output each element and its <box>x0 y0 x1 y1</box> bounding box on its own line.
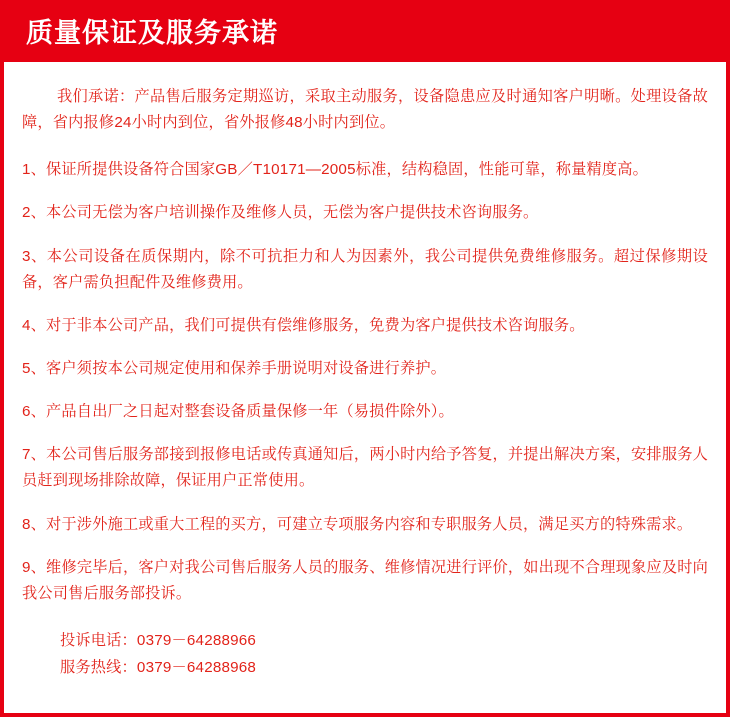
commitment-item-3: 3、本公司设备在质保期内，除不可抗拒力和人为因素外，我公司提供免费维修服务。超过保修期设备，客户需负担配件及维修费用。 <box>22 247 708 291</box>
commitment-item-4: 4、对于非本公司产品，我们可提供有偿维修服务，免费为客户提供技术咨询服务。 <box>22 316 585 334</box>
page-title: 质量保证及服务承诺 <box>26 17 278 48</box>
document-body <box>4 62 726 691</box>
commitment-item-7: 7、本公司售后服务部接到报修电话或传真通知后，两小时内给予答复，并提出解决方案，安排服务人员赶到现场排除故障，保证用户正常使用。 <box>22 446 708 490</box>
document-header <box>4 4 726 62</box>
commitment-item-2: 2、本公司无偿为客户培训操作及维修人员，无偿为客户提供技术咨询服务。 <box>22 204 539 222</box>
intro-paragraph: 我们承诺：产品售后服务定期巡访，采取主动服务，设备隐患应及时通知客户明晰。处理设备故障，省内报修24小时内到位，省外报修48小时内到位。 <box>22 88 708 132</box>
commitment-item-9: 9、维修完毕后，客户对我公司售后服务人员的服务、维修情况进行评价，如出现不合理现象应及时向我公司售后服务部投诉。 <box>22 558 708 602</box>
commitment-item-8: 8、对于涉外施工或重大工程的买方，可建立专项服务内容和专职服务人员，满足买方的特殊需求。 <box>22 515 693 533</box>
commitment-item-5: 5、客户须按本公司规定使用和保养手册说明对设备进行养护。 <box>22 359 447 377</box>
contact-block <box>22 627 708 681</box>
service-hotline: 服务热线：0379－64288968 <box>60 659 257 677</box>
commitment-item-1: 1、保证所提供设备符合国家GB／T10171—2005标准，结构稳固，性能可靠，称量精度高。 <box>22 161 649 179</box>
complaint-phone: 投诉电话：0379－64288966 <box>60 631 257 649</box>
commitment-item-6: 6、产品自出厂之日起对整套设备质量保修一年（易损件除外）。 <box>22 403 454 421</box>
